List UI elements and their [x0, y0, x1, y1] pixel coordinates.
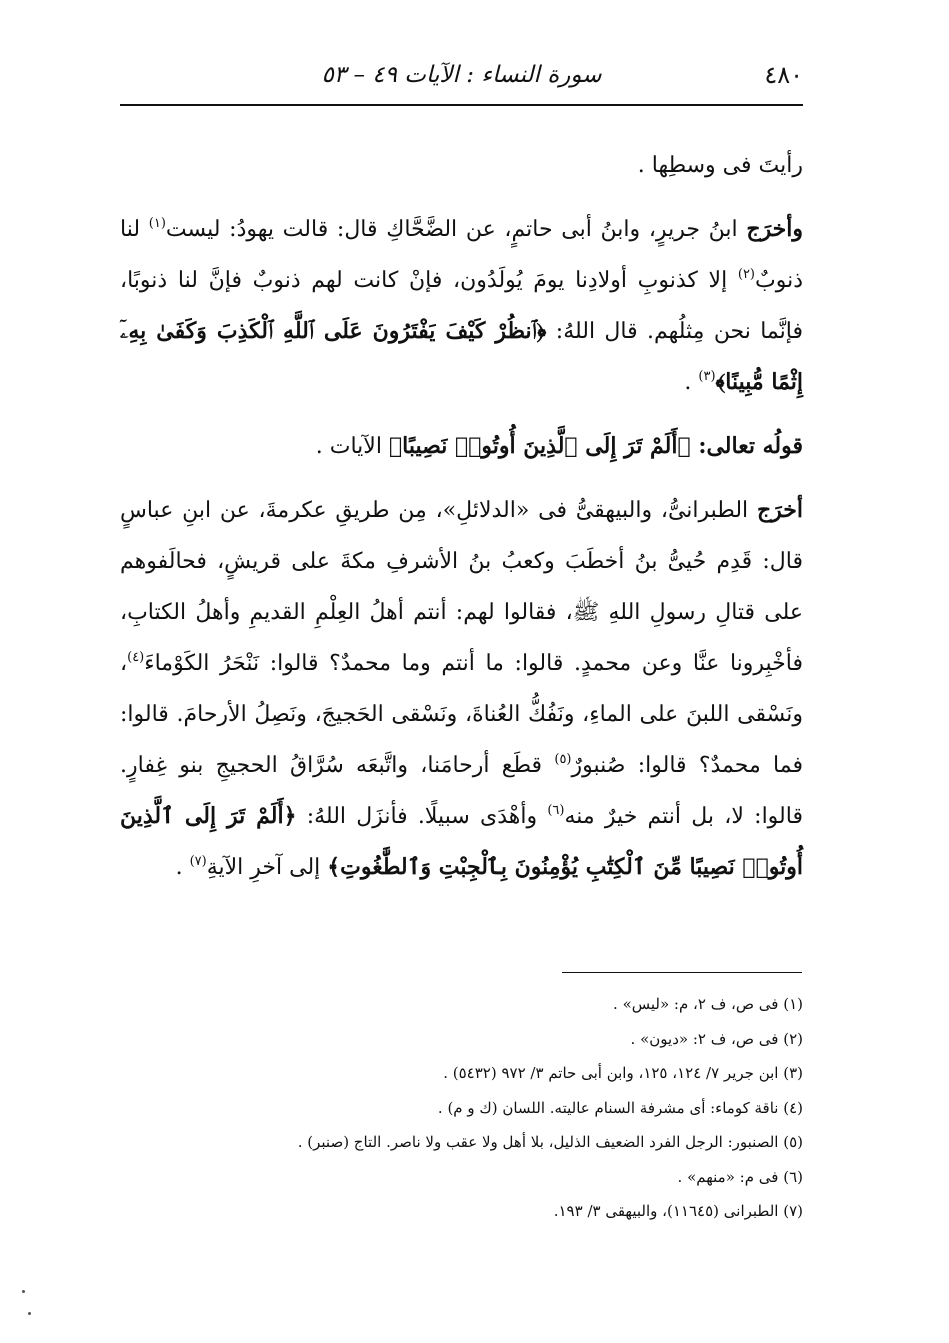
- paragraph-1: رأيتَ فى وسطِها .: [637, 153, 803, 178]
- paragraph-text: الآيات .: [315, 434, 389, 459]
- scan-speck: [28, 1312, 31, 1315]
- paragraph-text: ابنُ جريرٍ، وابنُ أبى حاتمٍ، عن الضَّحَّاكِ قال: قالت يهودُ: ليست: [165, 217, 747, 242]
- footnote-ref-2[interactable]: (٢): [737, 267, 755, 282]
- paragraph-lead: وأخرَج: [746, 216, 803, 242]
- paragraph-lead: أخرَج: [756, 497, 803, 523]
- footnote-ref-4[interactable]: (٤): [127, 650, 145, 665]
- paragraph-4: [120, 485, 803, 893]
- page-header: [120, 58, 803, 98]
- footnote-6: (٦) فى م: «منهم» .: [677, 1167, 803, 1186]
- footnote-ref-1[interactable]: (١): [148, 216, 166, 231]
- running-title: سورة النساء : الآيات ٤٩ – ٥٣: [321, 62, 602, 88]
- header-rule: [120, 104, 803, 106]
- quran-verse: ﴿أَلَمْ تَرَ إِلَى ٱلَّذِينَ أُوتُوا۟ نَصِيبًا مِّنَ ٱلْكِتَٰبِ يُؤْمِنُونَ بِٱلْجِبْتِ وَٱلطَّٰغُوتِ﴾: [120, 803, 803, 880]
- footnote-ref-5[interactable]: (٥): [554, 752, 572, 767]
- quran-verse: ﴿أَلَمْ تَرَ إِلَى ٱلَّذِينَ أُوتُوا۟ نَصِيبًا﴾: [388, 433, 691, 459]
- footnote-separator: [562, 972, 802, 973]
- paragraph-text: .: [175, 855, 190, 880]
- footnote-ref-3[interactable]: (٣): [698, 369, 716, 384]
- paragraph-text: ، ونَسْقى اللبنَ على الماءِ، ونَفُكُّ العُناةَ، ونَسْقى الحَجيجَ، ونَصِلُ الأرحامَ. قالوا: فما محمدٌ؟ قالوا: صُنبورٌ: [120, 651, 803, 778]
- paragraph-text: إلا كذنوبِ أولادِنا يومَ يُولَدُون، فإنْ كانت لهم ذنوبٌ فإنَّ لنا ذنوبًا، فإنَّما نحن مِثلُهم. قال اللهُ:: [120, 268, 803, 344]
- footnote-3: (٣) ابن جرير ٧/ ١٢٤، ١٢٥، وابن أبى حاتم ٣/ ٩٧٢ (٥٤٣٢) .: [443, 1064, 803, 1082]
- paragraph-text: الطبرانىُّ، والبيهقىُّ فى «الدلائلِ»، مِن طريقِ عكرمةَ، عن ابنِ عباسٍ قال: قَدِم حُيىُّ بنُ أخطَبَ وكعبُ بنُ الأشرفِ مكةَ على قريشٍ، فحالَفوهم على قتالِ رسولِ اللهِ ﷺ، فقالوا لهم: أنتم أهلُ العِلْمِ القديمِ وأهلُ الكتابِ، فأخْبِرونا عنَّا وعن محمدٍ. قالوا: ما أنتم وما محمدٌ؟ قالوا: نَنْحَرُ الكَوْماءَ: [120, 498, 803, 676]
- footnote-ref-7[interactable]: (٧): [189, 854, 207, 869]
- paragraph-2: [120, 204, 803, 408]
- paragraph-text: قطَع أرحامَنا، واتَّبعَه سُرَّاقُ الحجيجِ بنو غِفارٍ. قالوا: لا، بل أنتم خيرٌ منه: [120, 753, 803, 829]
- paragraph-text: وأهْدَى سبيلًا. فأنزَل اللهُ:: [296, 804, 548, 829]
- footnote-4: (٤) ناقة كوماء: أى مشرفة السنام عاليته. اللسان (ك و م) .: [437, 1098, 803, 1117]
- footnote-1: (١) فى ص، ف ٢، م: «ليس» .: [613, 995, 803, 1013]
- footnote-ref-6[interactable]: (٦): [547, 803, 565, 818]
- quran-verse: ﴿ٱنظُرْ كَيْفَ يَفْتَرُونَ عَلَى ٱللَّهِ ٱلْكَذِبَ وَكَفَىٰ بِهِۦٓ إِثْمًا مُّبِينًا﴾: [120, 318, 803, 395]
- page-number: ٤٨٠: [764, 61, 803, 89]
- scan-speck: [22, 1290, 25, 1293]
- footnote-7: (٧) الطبرانى (١١٦٤٥)، والبيهقى ٣/ ١٩٣.: [553, 1202, 803, 1220]
- paragraph-3: [120, 421, 803, 472]
- paragraph-text: .: [684, 370, 699, 395]
- footnotes: [120, 987, 803, 1229]
- section-heading: قولُه تعالى:: [690, 433, 803, 459]
- footnote-5: (٥) الصنبور: الرجل الفرد الضعيف الذليل، بلا أهل ولا عقب ولا ناصر. التاج (صنبر) .: [297, 1133, 803, 1151]
- paragraph-text: إلى آخرِ الآيةِ: [206, 855, 328, 880]
- main-text: [120, 140, 803, 893]
- paragraph-text: لنا ذنوبٌ: [120, 217, 803, 293]
- footnote-2: (٢) فى ص، ف ٢: «ديون» .: [630, 1029, 803, 1048]
